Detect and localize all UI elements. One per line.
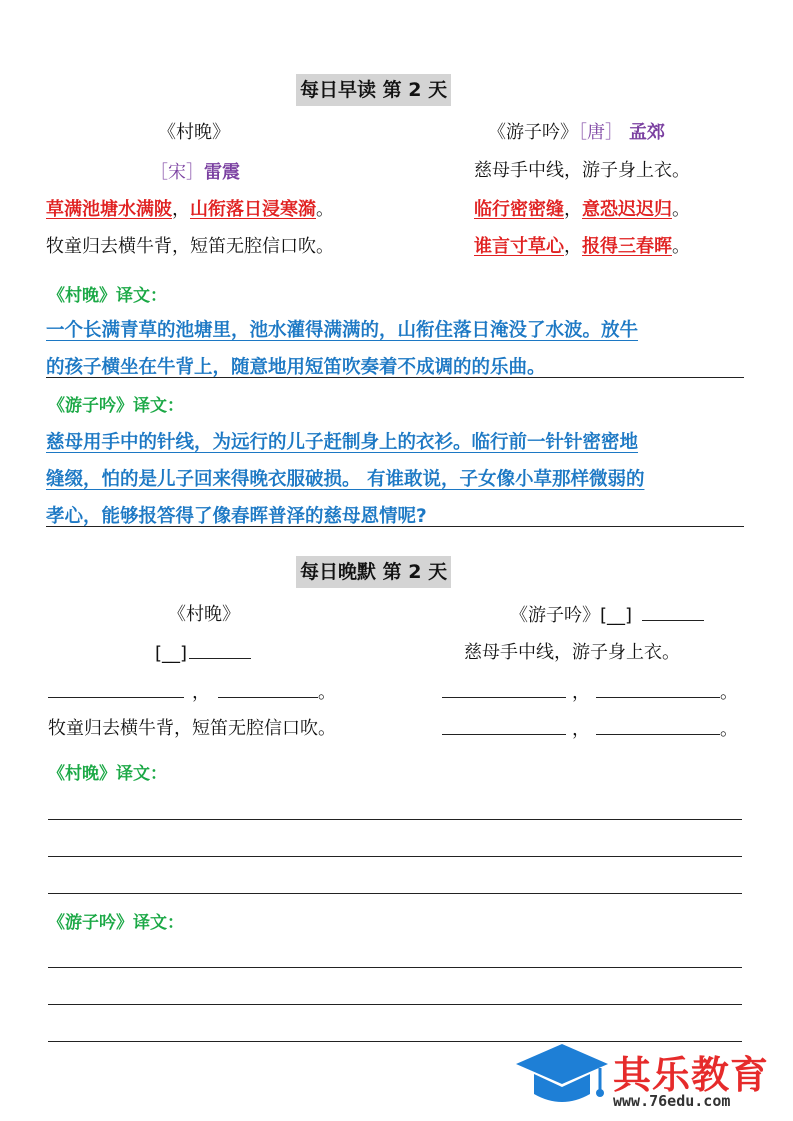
morning-poem1-dynasty: ［宋］ <box>150 162 204 183</box>
answer-blank[interactable] <box>596 679 720 698</box>
writing-line[interactable] <box>48 856 742 857</box>
period: 。 <box>720 682 738 703</box>
morning-poem2-line3 <box>474 234 690 260</box>
comma: ， <box>572 719 590 740</box>
morning-poem2-line3b: 报得三春晖 <box>582 236 672 257</box>
evening-poem1-line2: 牧童归去横牛背，短笛无腔信口吹。 <box>48 718 336 739</box>
morning-poem2-line3a: 谁言寸草心 <box>474 236 564 257</box>
underline-rule <box>46 377 744 378</box>
period: 。 <box>672 236 690 257</box>
morning-poem2-line2b: 意恐迟迟归 <box>582 199 672 220</box>
writing-line[interactable] <box>48 1004 742 1005</box>
morning-poem2-dynasty: ［唐］ <box>578 122 623 143</box>
evening-poem2-line1: 慈母手中线，游子身上衣。 <box>464 642 680 663</box>
morning-trans1-line: 一个长满青草的池塘里，池水灌得满满的，山衔住落日淹没了水波。放牛 <box>46 320 639 341</box>
answer-blank[interactable] <box>218 679 318 698</box>
logo-url[interactable]: www.76edu.com <box>613 1092 731 1110</box>
comma: ， <box>192 682 210 703</box>
evening-poem1-bracket: [__] <box>155 643 188 664</box>
morning-poem2-title: 《游子吟》 <box>488 122 578 143</box>
period: 。 <box>672 199 690 220</box>
evening-poem2-bracket: [__] <box>600 605 633 626</box>
writing-line[interactable] <box>48 967 742 968</box>
evening-poem1-author-line <box>155 640 251 667</box>
morning-poem1-title: 《村晚》 <box>158 122 230 143</box>
morning-poem2-author: 孟郊 <box>629 122 665 143</box>
morning-poem2-line2a: 临行密密缝 <box>474 199 564 220</box>
graduation-cap-icon <box>512 1042 612 1112</box>
writing-line[interactable] <box>48 893 742 894</box>
morning-poem1-line2: 牧童归去横牛背，短笛无腔信口吹。 <box>46 236 334 257</box>
morning-poem1-line1b: 山衔落日浸寒漪 <box>190 199 316 220</box>
period: 。 <box>316 199 334 220</box>
morning-poem2-line1: 慈母手中线，游子身上衣。 <box>474 160 690 181</box>
writing-line[interactable] <box>48 1041 742 1042</box>
morning-title: 每日早读 第 2 天 <box>296 74 451 106</box>
comma: ， <box>572 682 590 703</box>
evening-poem2-line3 <box>442 716 738 743</box>
evening-poem2-title-line <box>510 602 704 629</box>
morning-poem1-line1a: 草满池塘水满陂 <box>46 199 172 220</box>
answer-blank[interactable] <box>442 716 566 735</box>
logo-text: 其乐教育 <box>613 1053 770 1097</box>
answer-blank[interactable] <box>442 679 566 698</box>
writing-line[interactable] <box>48 819 742 820</box>
morning-trans2-line: 缝缀，怕的是儿子回来得晚衣服破损。 有谁敢说，子女像小草那样微弱的 <box>46 469 645 490</box>
answer-blank[interactable] <box>48 679 184 698</box>
author-blank[interactable] <box>642 602 704 621</box>
evening-trans1-label: 《村晚》译文： <box>48 764 167 784</box>
morning-poem2-title-line <box>488 120 665 146</box>
morning-trans1-label: 《村晚》译文： <box>48 286 167 306</box>
underline-rule <box>46 526 744 527</box>
comma: ， <box>564 236 582 257</box>
period: 。 <box>720 719 738 740</box>
author-blank[interactable] <box>189 640 251 659</box>
period: 。 <box>318 682 336 703</box>
morning-poem2-line2 <box>474 197 690 223</box>
answer-blank[interactable] <box>596 716 720 735</box>
morning-poem1-author: 雷震 <box>204 162 240 183</box>
morning-trans2-line: 孝心，能够报答得了像春晖普泽的慈母恩情呢? <box>46 506 427 527</box>
evening-poem1-title: 《村晚》 <box>168 604 240 625</box>
comma: ， <box>172 199 190 220</box>
evening-poem2-line2 <box>442 679 738 706</box>
evening-trans2-label: 《游子吟》译文： <box>48 913 184 933</box>
morning-poem1-author-line <box>150 158 240 184</box>
morning-trans2-line: 慈母用手中的针线，为远行的儿子赶制身上的衣衫。临行前一针针密密地 <box>46 432 639 453</box>
evening-poem2-title: 《游子吟》 <box>510 605 600 626</box>
evening-poem1-line1 <box>48 679 336 706</box>
comma: ， <box>564 199 582 220</box>
morning-poem1-line1 <box>46 197 334 223</box>
morning-trans2-label: 《游子吟》译文： <box>48 396 184 416</box>
evening-title: 每日晚默 第 2 天 <box>296 556 451 588</box>
morning-trans1-line: 的孩子横坐在牛背上，随意地用短笛吹奏着不成调的的乐曲。 <box>46 357 546 378</box>
